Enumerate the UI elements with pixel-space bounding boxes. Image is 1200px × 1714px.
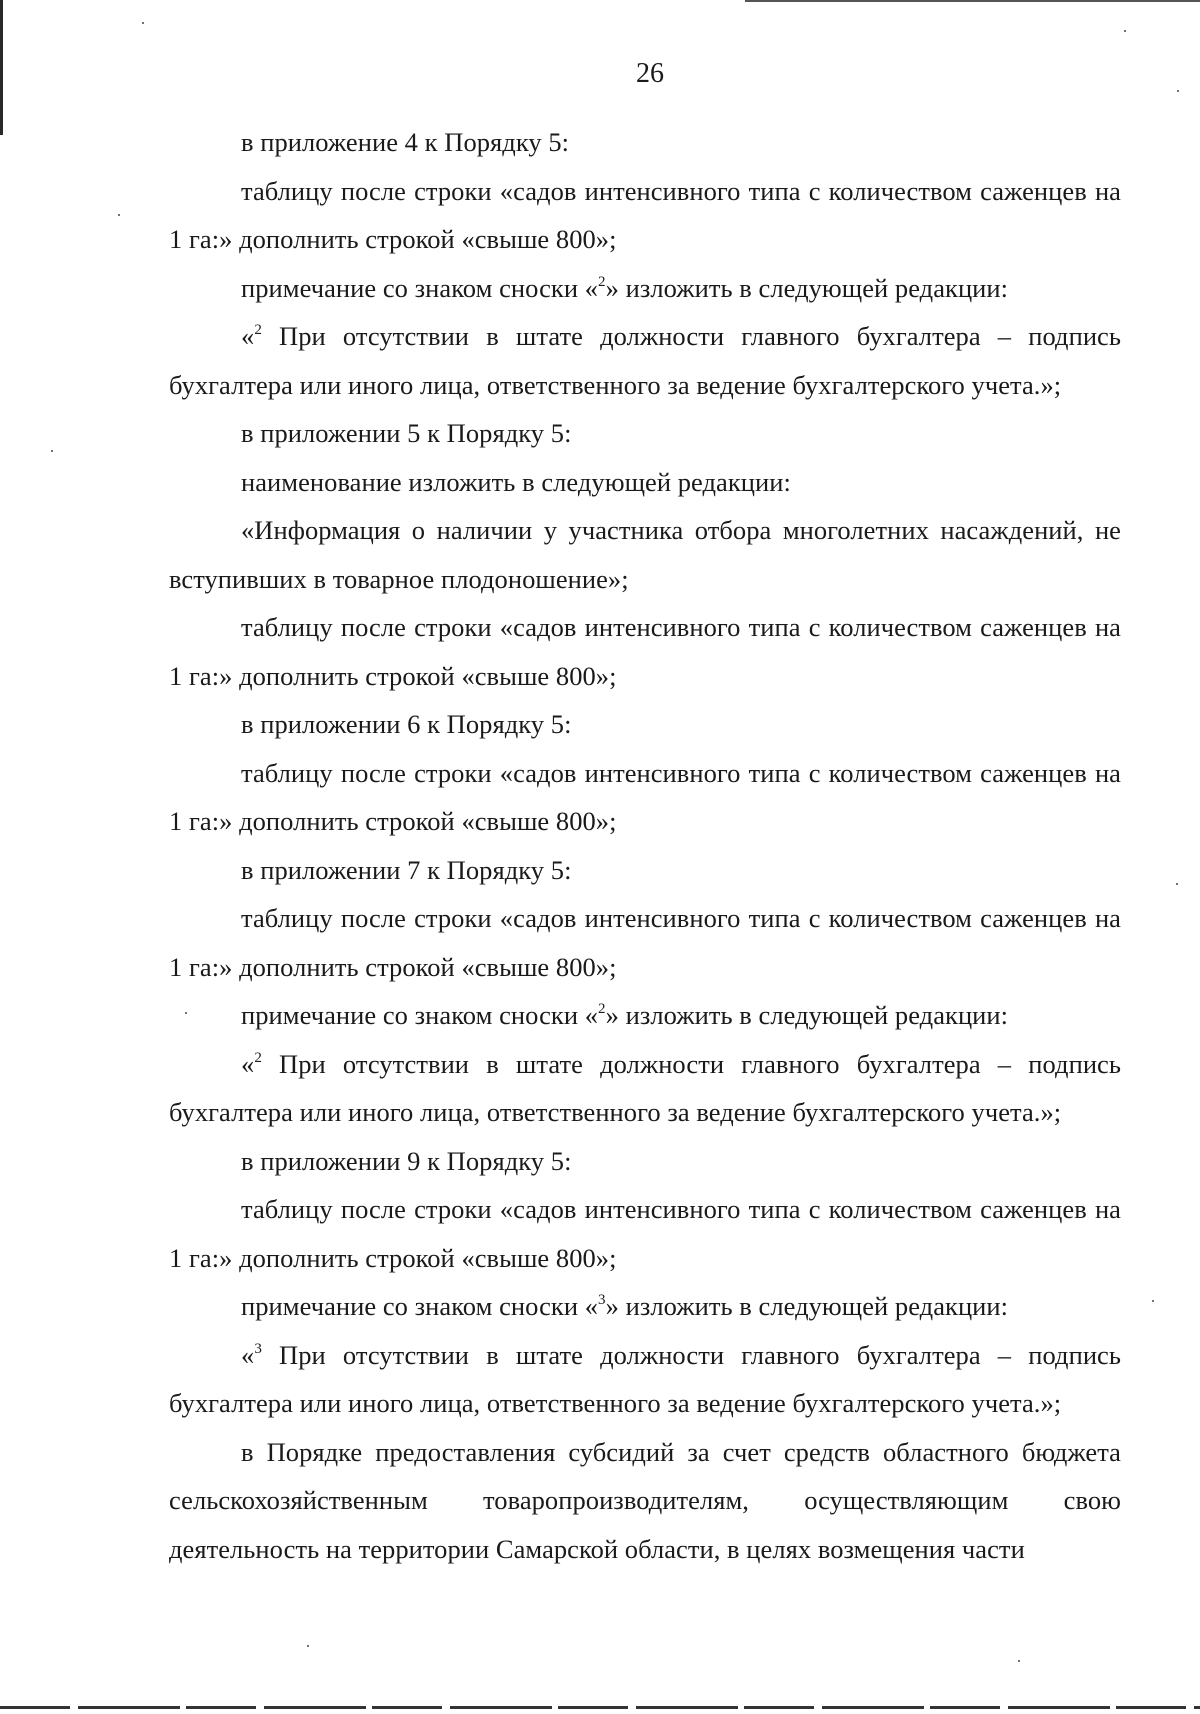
paragraph-text-before-footnote: примечание со знаком сноски « <box>241 272 599 303</box>
paragraph: в Порядке предоставления субсидий за счет средств областного бюджета сельскохозяйственным товаропроизводителям, осуществляющим свою деятельность на территории Самарской области, в целях возмещения части <box>169 1436 1121 1564</box>
paragraph-text-after-footnote: При отсутствии в штате должности главного бухгалтера – подпись бухгалтера или иного лица, ответственного за ведение бухгалтерского учета.»; <box>169 1048 1121 1127</box>
paragraph-text-before-footnote: « <box>241 1339 255 1370</box>
paragraph-text-before-footnote: примечание со знаком сноски « <box>241 1000 599 1030</box>
paragraph <box>169 312 1121 409</box>
scan-speck <box>1124 30 1126 32</box>
paragraph: таблицу после строки «садов интенсивного типа с количеством саженцев на 1 га:» дополнить строкой «свыше 800»; <box>169 1194 1121 1273</box>
paragraph: таблицу после строки «садов интенсивного типа с количеством саженцев на 1 га:» дополнить строкой «свыше 800»; <box>169 175 1121 254</box>
page-number: 26 <box>636 58 664 89</box>
scan-edge-top <box>745 0 1200 2</box>
footnote-marker: 2 <box>254 322 262 338</box>
footnote-marker: 3 <box>254 1340 262 1357</box>
paragraph-text-after-footnote: » изложить в следующей редакции: <box>605 272 1009 303</box>
footnote-marker: 3 <box>598 1292 606 1308</box>
paragraph-text-after-footnote: При отсутствии в штате должности главного бухгалтера – подпись бухгалтера или иного лица, ответственного за ведение бухгалтерского учета.»; <box>169 321 1121 400</box>
footnote-marker: 2 <box>598 273 606 290</box>
scan-speck <box>1018 1660 1020 1662</box>
paragraph <box>169 264 1121 313</box>
paragraph: наименование изложить в следующей редакции: <box>241 466 791 497</box>
paragraph-text-before-footnote: « <box>241 1048 255 1079</box>
scan-speck <box>1177 90 1179 92</box>
scan-speck <box>1176 883 1178 885</box>
footnote-marker: 2 <box>254 1049 262 1066</box>
scan-edge-bottom <box>0 1706 1200 1709</box>
paragraph: «Информация о наличии у участника отбора многолетних насаждений, не вступивших в товарное плодоношение»; <box>169 515 1121 594</box>
paragraph: в приложении 7 к Порядку 5: <box>241 854 572 885</box>
document-body <box>169 118 1121 1573</box>
paragraph: таблицу после строки «садов интенсивного типа с количеством саженцев на 1 га:» дополнить строкой «свыше 800»; <box>169 612 1121 691</box>
paragraph: в приложении 5 к Порядку 5: <box>241 418 572 448</box>
scan-speck <box>1152 1300 1154 1302</box>
paragraph <box>169 991 1121 1040</box>
paragraph <box>169 1040 1121 1137</box>
paragraph-text-after-footnote: При отсутствии в штате должности главного бухгалтера – подпись бухгалтера или иного лица, ответственного за ведение бухгалтерского учета.»; <box>169 1339 1121 1418</box>
paragraph: таблицу после строки «садов интенсивного типа с количеством саженцев на 1 га:» дополнить строкой «свыше 800»; <box>169 757 1121 836</box>
paragraph: в приложении 6 к Порядку 5: <box>241 709 572 739</box>
scan-speck <box>142 22 144 24</box>
paragraph-text-before-footnote: « <box>241 321 255 351</box>
footnote-marker: 2 <box>598 1001 606 1017</box>
paragraph <box>169 1331 1121 1428</box>
paragraph-text-after-footnote: » изложить в следующей редакции: <box>605 1291 1009 1321</box>
paragraph-text-before-footnote: примечание со знаком сноски « <box>241 1291 599 1321</box>
paragraph <box>169 1282 1121 1331</box>
paragraph-text-after-footnote: » изложить в следующей редакции: <box>605 1000 1009 1030</box>
scan-speck <box>118 214 120 216</box>
paragraph: таблицу после строки «садов интенсивного типа с количеством саженцев на 1 га:» дополнить строкой «свыше 800»; <box>169 903 1121 982</box>
paragraph: в приложении 9 к Порядку 5: <box>241 1145 572 1176</box>
scan-speck <box>51 450 53 452</box>
paragraph: в приложение 4 к Порядку 5: <box>241 127 570 157</box>
scan-speck <box>307 1645 309 1647</box>
